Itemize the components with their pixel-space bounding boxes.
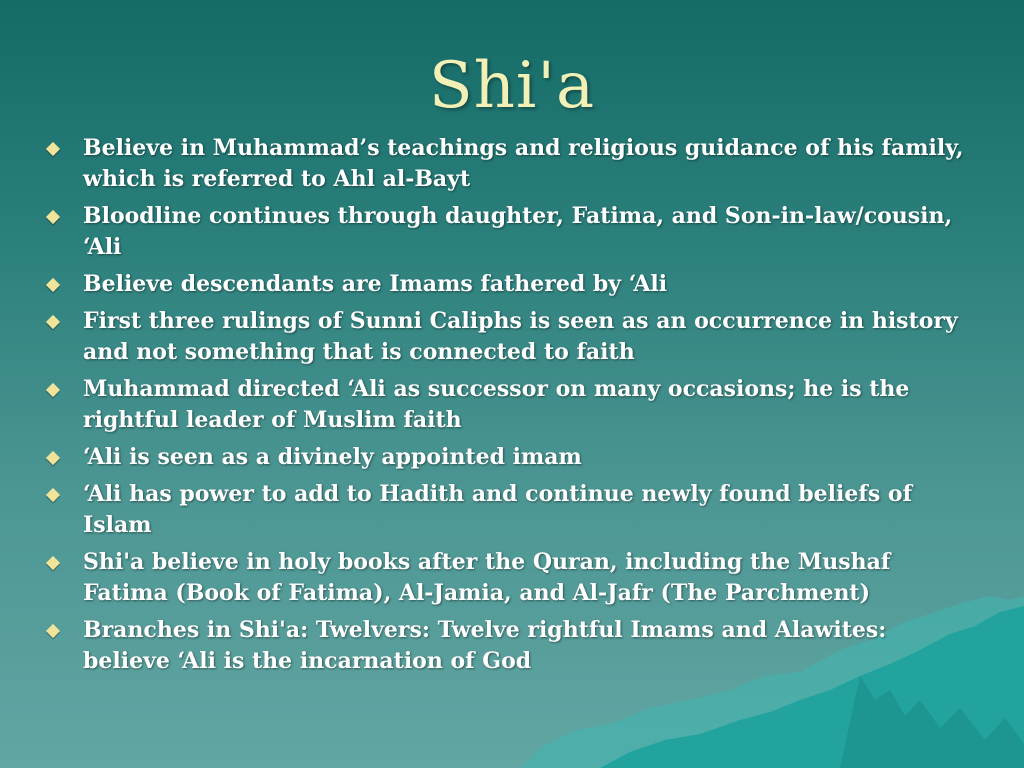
diamond-bullet-icon [46,556,60,570]
list-item-text: Bloodline continues through daughter, Fatima, and Son-in-law/cousin, ‘Ali [83,203,953,260]
list-item [40,201,970,263]
list-item [40,269,970,300]
diamond-bullet-icon [46,315,60,329]
diamond-bullet-icon [46,488,60,502]
diamond-bullet-icon [46,142,60,156]
list-item-text: Shi'a believe in holy books after the Quran, including the Mushaf Fatima (Book of Fatima), Al-Jamia, and Al-Jafr (The Parchment) [83,549,891,606]
list-item [40,306,970,368]
list-item [40,374,970,436]
page-title: Shi'a [428,49,596,123]
list-item [40,479,970,541]
list-item [40,133,970,195]
diamond-bullet-icon [46,210,60,224]
bullet-list [40,133,970,683]
list-item-text: ‘Ali is seen as a divinely appointed imam [83,444,582,470]
list-item [40,547,970,609]
diamond-bullet-icon [46,624,60,638]
list-item [40,615,970,677]
diamond-bullet-icon [46,383,60,397]
list-item-text: Believe in Muhammad’s teachings and religious guidance of his family, which is referred to Ahl al-Bayt [83,135,964,192]
list-item-text: First three rulings of Sunni Caliphs is seen as an occurrence in history and not something that is connected to faith [83,308,958,365]
list-item-text: ‘Ali has power to add to Hadith and continue newly found beliefs of Islam [83,481,913,538]
diamond-bullet-icon [46,278,60,292]
diamond-bullet-icon [46,451,60,465]
list-item-text: Believe descendants are Imams fathered by ‘Ali [83,271,668,297]
list-item-text: Branches in Shi'a: Twelvers: Twelve rightful Imams and Alawites: believe ‘Ali is the incarnation of God [83,617,887,674]
list-item [40,442,970,473]
list-item-text: Muhammad directed ‘Ali as successor on many occasions; he is the rightful leader of Muslim faith [83,376,910,433]
